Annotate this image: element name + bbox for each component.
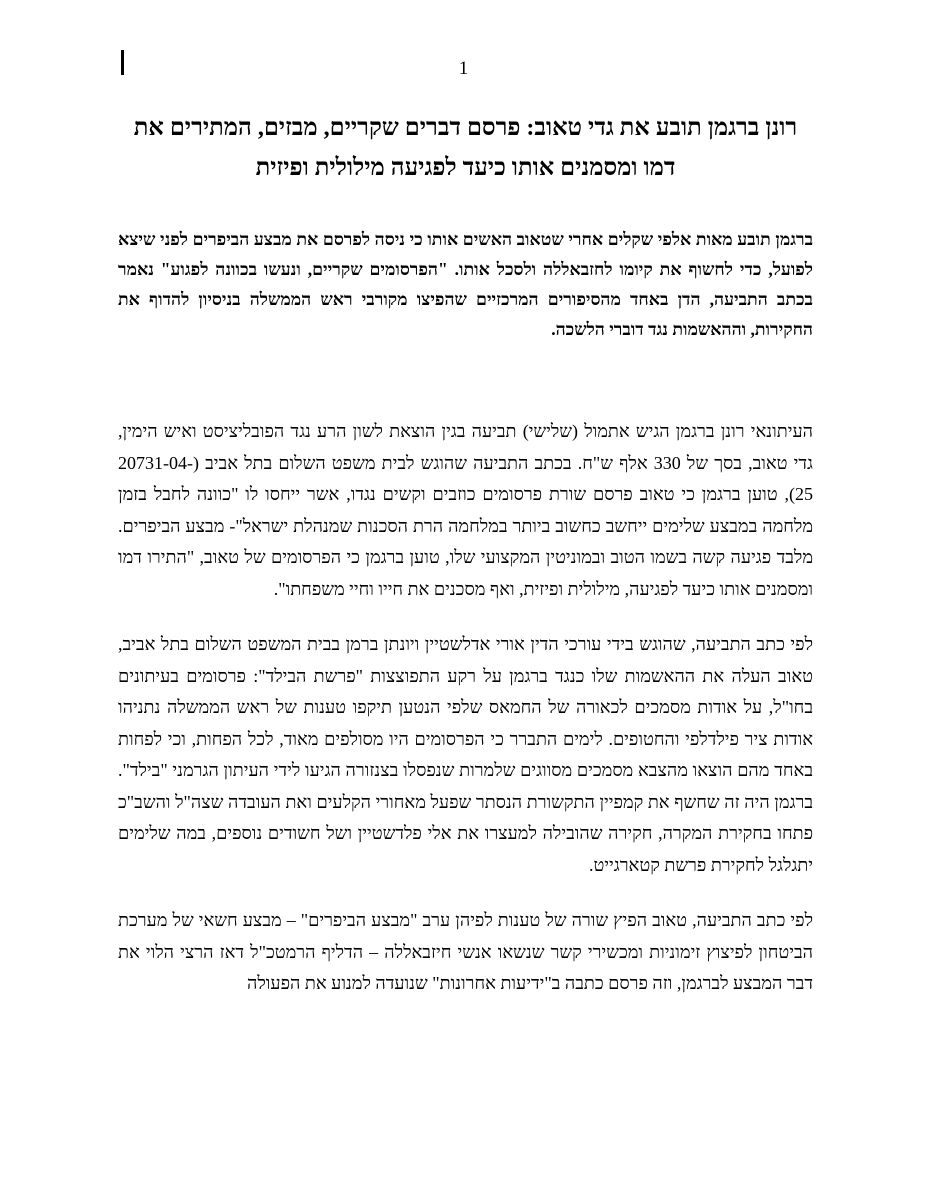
article-body (118, 108, 813, 1000)
article-paragraph: לפי כתב התביעה, שהוגש בידי עורכי הדין אורי אדלשטיין ויונתן ברמן בבית המשפט השלום בתל אביב, טאוב העלה את ההאשמות שלו כנגד ברגמן על רקע התפוצצות "פרשת הבילד": פרסומים בעיתונים בחו"ל, על אודות מסמכים לכאורה של החמאס שלפי הנטען תיקפו טענות של ראש הממשלה נתניהו אודות ציר פילדלפי והחטופים. לימים התברר כי הפרסומים היו מסולפים מאוד, לכל הפחות, וכי לפחות באחד מהם הוצאו מהצבא מסמכים מסווגים שלמרות שנפסלו בצנזורה הגיעו לידי העיתון הגרמני "בילד". ברגמן היה זה שחשף את קמפיין התקשורת הנסתר שפעל מאחורי הקלעים ואת העובדה שצה"ל והשב"כ פתחו בחקירת המקרה, חקירה שהובילה למעצרו את אלי פלדשטיין ושל חשודים נוספים, במה שלימים יתגלגל לחקירת פרשת קטארגייט. (118, 634, 813, 875)
article-paragraph: העיתונאי רונן ברגמן הגיש אתמול (שלישי) תביעה בגין הוצאת לשון הרע נגד הפובליציסט ואיש הימין, גדי טאוב, בסך של 330 אלף ש"ח. בכתב התביעה שהוגש לבית משפט השלום בתל אביב (20731-04-25), טוען ברגמן כי טאוב פרסם שורת פרסומים כוזבים וקשים נגדו, אשר ייחסו לו "כוונה לחבל בזמן מלחמה במבצע שלימים ייחשב כחשוב ביותר במלחמה הרת הסכנות שמנהלת ישראל"- מבצע הביפרים. מלבד פגיעה קשה בשמו הטוב ובמוניטין המקצועי שלו, טוען ברגמן כי הפרסומים של טאוב, "התירו דמו ומסמנים אותו כיעד לפגיעה, מילולית ופיזית, ואף מסכנים את חייו וחיי משפחתו". (118, 421, 814, 599)
article-headline: רונן ברגמן תובע את גדי טאוב: פרסם דברים שקריים, מבזים, המתירים את דמו ומסמנים אותו כיעד לפגיעה מילולית ופיזית (133, 115, 798, 181)
article-paragraph: לפי כתב התביעה, טאוב הפיץ שורה של טענות לפיהן ערב "מבצע הביפרים" – מבצע חשאי של מערכת הביטחון לפיצוץ זימוניות ומכשירי קשר שנשאו אנשי חיזבאללה – הדליף הרמטכ"ל דאז הרצי הלוי את דבר המבצע לברגמן, וזה פרסם כתבה ב"ידיעות אחרונות" שנועדה למנוע את הפעולה (118, 910, 813, 993)
article-lede: ברגמן תובע מאות אלפי שקלים אחרי שטאוב האשים אותו כי ניסה לפרסם את מבצע הביפרים לפני שיצא לפועל, כדי לחשוף את קיומו לחזבאללה ולסכל אותו. "הפרסומים שקריים, ונעשו בכוונה לפגוע" נאמר בכתב התביעה, הדן באחד מהסיפורים המרכזיים שהפיצו מקורבי ראש הממשלה בניסיון להדוף את החקירות, וההאשמות נגד דוברי הלשכה. (118, 229, 813, 339)
page-number: 1 (458, 58, 469, 79)
